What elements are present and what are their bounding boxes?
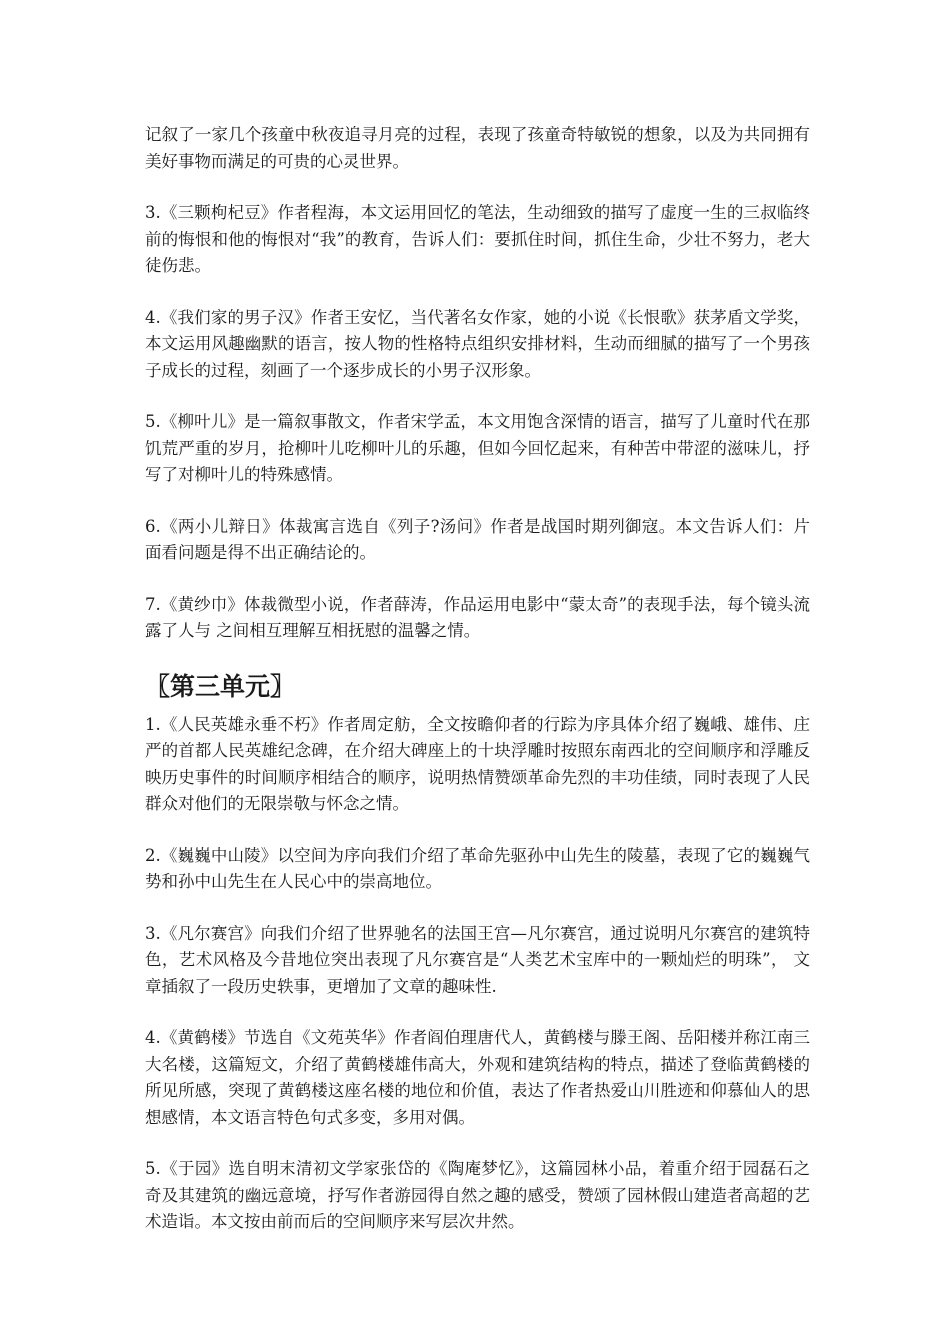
- paragraph-our-family-man: 4.《我们家的男子汉》作者王安忆，当代著名女作家，她的小说《长恨歌》获茅盾文学奖，本文运用风趣幽默的语言，按人物的性格特点组织安排材料，生动而细腻的描写了一个男孩子成长的过程，刻画了一个逐步成长的小男子汉形象。: [145, 307, 810, 380]
- paragraph-mid-autumn-summary: 记叙了一家几个孩童中秋夜追寻月亮的过程，表现了孩童奇特敏锐的想象，以及为共同拥有美好事物而满足的可贵的心灵世界。: [145, 125, 810, 171]
- paragraph-versailles: 3.《凡尔赛宫》向我们介绍了世界驰名的法国王宫—凡尔赛宫，通过说明凡尔赛宫的建筑特色，艺术风格及今昔地位突出表现了凡尔赛宫是“人类艺术宝库中的一颗灿烂的明珠”， 文章插叙了一段历史轶事，更增加了文章的趣味性.: [145, 923, 810, 996]
- section-heading-unit-three: 〖第三单元〗: [145, 671, 296, 701]
- document-page: [145, 122, 810, 1261]
- paragraph-sun-yatsen-mausoleum: 2.《巍巍中山陵》以空间为序向我们介绍了革命先驱孙中山先生的陵墓，表现了它的巍巍气势和孙中山先生在人民心中的崇高地位。: [145, 845, 810, 891]
- paragraph-yu-garden: 5.《于园》选自明末清初文学家张岱的《陶庵梦忆》，这篇园林小品，着重介绍于园磊石之奇及其建筑的幽远意境，抒写作者游园得自然之趣的感受，赞颂了园林假山建造者高超的艺术造诣。本文按由前而后的空间顺序来写层次井然。: [145, 1159, 810, 1231]
- paragraph-two-children-debate-sun: 6.《两小儿辩日》体裁寓言选自《列子?汤问》作者是战国时期列御寇。本文告诉人们：片面看问题是得不出正确结论的。: [145, 516, 810, 562]
- paragraph-yellow-crane-tower: 4.《黄鹤楼》节选自《文苑英华》作者阎伯理唐代人，黄鹤楼与滕王阁、岳阳楼并称江南三大名楼，这篇短文，介绍了黄鹤楼雄伟高大，外观和建筑结构的特点，描述了登临黄鹤楼的所见所感，突现了黄鹤楼这座名楼的地位和价值，表达了作者热爱山川胜迹和仰慕仙人的思想感情，本文语言特色句式多变，多用对偶。: [145, 1028, 810, 1127]
- paragraph-willow-leaves: 5.《柳叶儿》是一篇叙事散文，作者宋学孟，本文用饱含深情的语言，描写了儿童时代在那饥荒严重的岁月，抢柳叶儿吃柳叶儿的乐趣，但如今回忆起来，有种苦中带涩的滋味儿，抒写了对柳叶儿的特殊感情。: [145, 412, 810, 484]
- paragraph-heroes-monument: 1.《人民英雄永垂不朽》作者周定舫，全文按瞻仰者的行踪为序具体介绍了巍峨、雄伟、庄严的首都人民英雄纪念碑，在介绍大碑座上的十块浮雕时按照东南西北的空间顺序和浮雕反映历史事件的时间顺序相结合的顺序，说明热情赞颂革命先烈的丰功佳绩，同时表现了人民群众对他们的无限崇敬与怀念之情。: [145, 714, 810, 813]
- paragraph-yellow-scarf: 7.《黄纱巾》体裁微型小说，作者薛涛，作品运用电影中“蒙太奇”的表现手法，每个镜头流露了人与 之间相互理解互相抚慰的温馨之情。: [145, 594, 810, 640]
- paragraph-three-goji-beans: 3.《三颗枸杞豆》作者程海，本文运用回忆的笔法，生动细致的描写了虚度一生的三叔临终前的悔恨和他的悔恨对“我”的教育，告诉人们：要抓住时间，抓住生命，少壮不努力，老大徒伤悲。: [145, 203, 810, 275]
